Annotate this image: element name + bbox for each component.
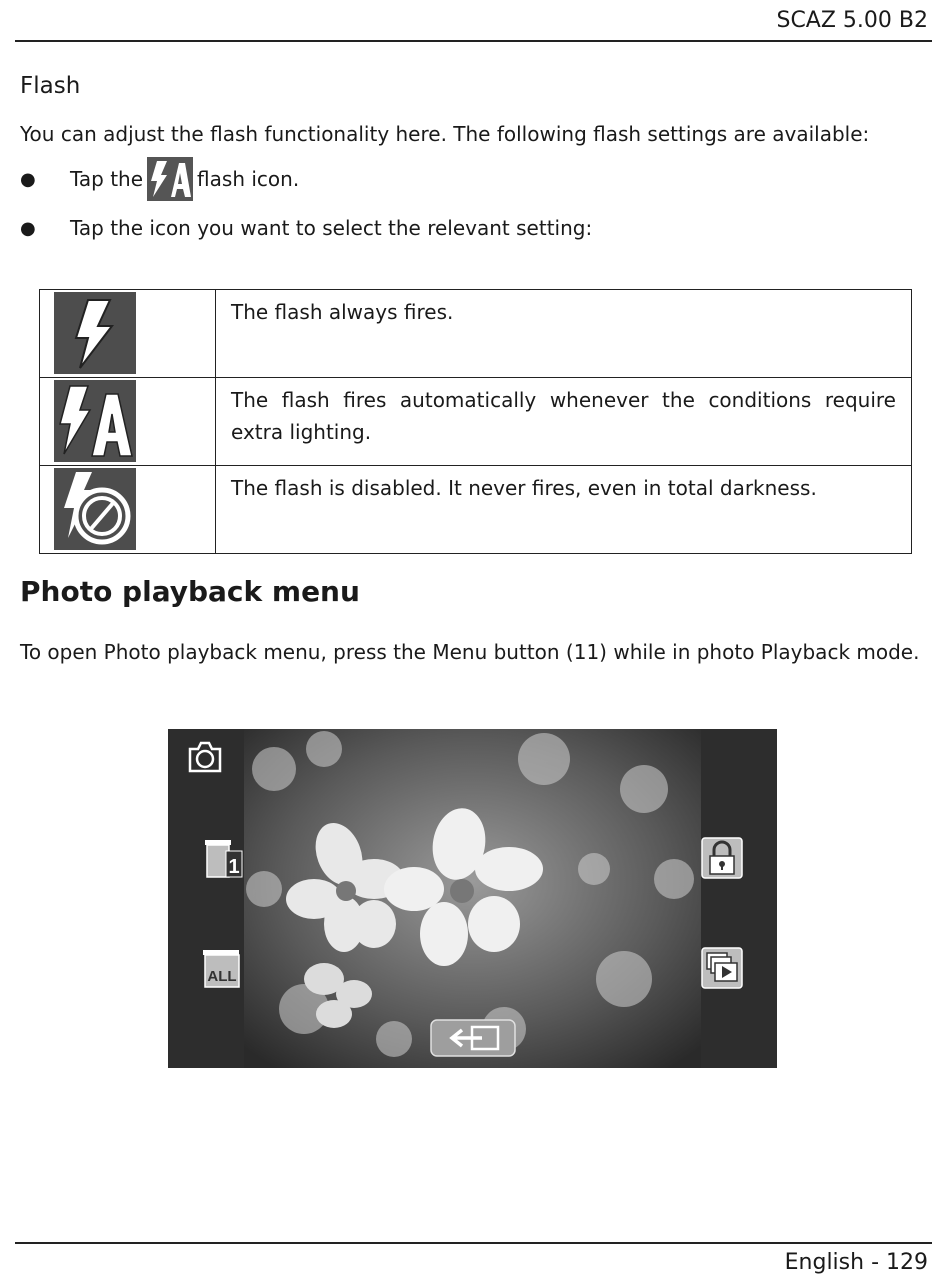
table-row bbox=[40, 466, 912, 554]
bullet-text-after: flash icon. bbox=[197, 167, 300, 191]
flash-auto-icon bbox=[147, 157, 193, 201]
bullet-dot: ● bbox=[20, 217, 36, 239]
bullet-tap-flash-icon bbox=[20, 156, 299, 202]
delete-all-icon[interactable] bbox=[202, 947, 244, 989]
bullet-text-before: Tap the bbox=[70, 167, 144, 191]
section-title-flash: Flash bbox=[20, 73, 81, 99]
bullet-dot: ● bbox=[20, 168, 36, 190]
delete-one-badge: 1 bbox=[228, 856, 240, 878]
footer-rule bbox=[15, 1242, 932, 1244]
table-icon-cell bbox=[40, 378, 216, 466]
playback-instructions-text: To open Photo playback menu, press the Menu button (11) while in photo Playback mode. bbox=[20, 640, 920, 664]
slideshow-icon[interactable] bbox=[701, 947, 743, 989]
camera-screen-illustration bbox=[168, 729, 777, 1068]
header-rule bbox=[15, 40, 932, 42]
table-row bbox=[40, 378, 912, 466]
section-title-photo-playback-menu: Photo playback menu bbox=[20, 575, 360, 608]
flash-off-icon bbox=[54, 468, 136, 550]
camera-icon[interactable] bbox=[186, 739, 224, 775]
bullet-tap-setting-icon bbox=[20, 216, 592, 240]
return-icon[interactable] bbox=[430, 1019, 516, 1057]
table-icon-cell bbox=[40, 466, 216, 554]
table-text-cell: The flash fires automatically whenever the conditions require extra lighting. bbox=[216, 378, 912, 466]
flower-photo bbox=[244, 729, 701, 1068]
flash-auto-icon bbox=[54, 380, 136, 462]
lock-icon[interactable] bbox=[701, 837, 743, 879]
table-text-cell: The flash is disabled. It never fires, even in total darkness. bbox=[216, 466, 912, 554]
flash-settings-table bbox=[39, 289, 912, 554]
delete-one-icon[interactable] bbox=[204, 837, 244, 879]
page-number: English - 129 bbox=[784, 1250, 928, 1275]
flash-on-icon bbox=[54, 292, 136, 374]
document-model-code: SCAZ 5.00 B2 bbox=[776, 8, 928, 33]
table-icon-cell bbox=[40, 290, 216, 378]
table-row bbox=[40, 290, 912, 378]
left-icon-bar bbox=[168, 729, 244, 1068]
bullet-text: Tap the icon you want to select the relevant setting: bbox=[70, 216, 593, 240]
table-text-cell: The flash always fires. bbox=[216, 290, 912, 378]
delete-all-badge: ALL bbox=[207, 968, 237, 985]
right-icon-bar bbox=[701, 729, 777, 1068]
flash-intro-text: You can adjust the flash functionality here. The following flash settings are available: bbox=[20, 122, 870, 146]
